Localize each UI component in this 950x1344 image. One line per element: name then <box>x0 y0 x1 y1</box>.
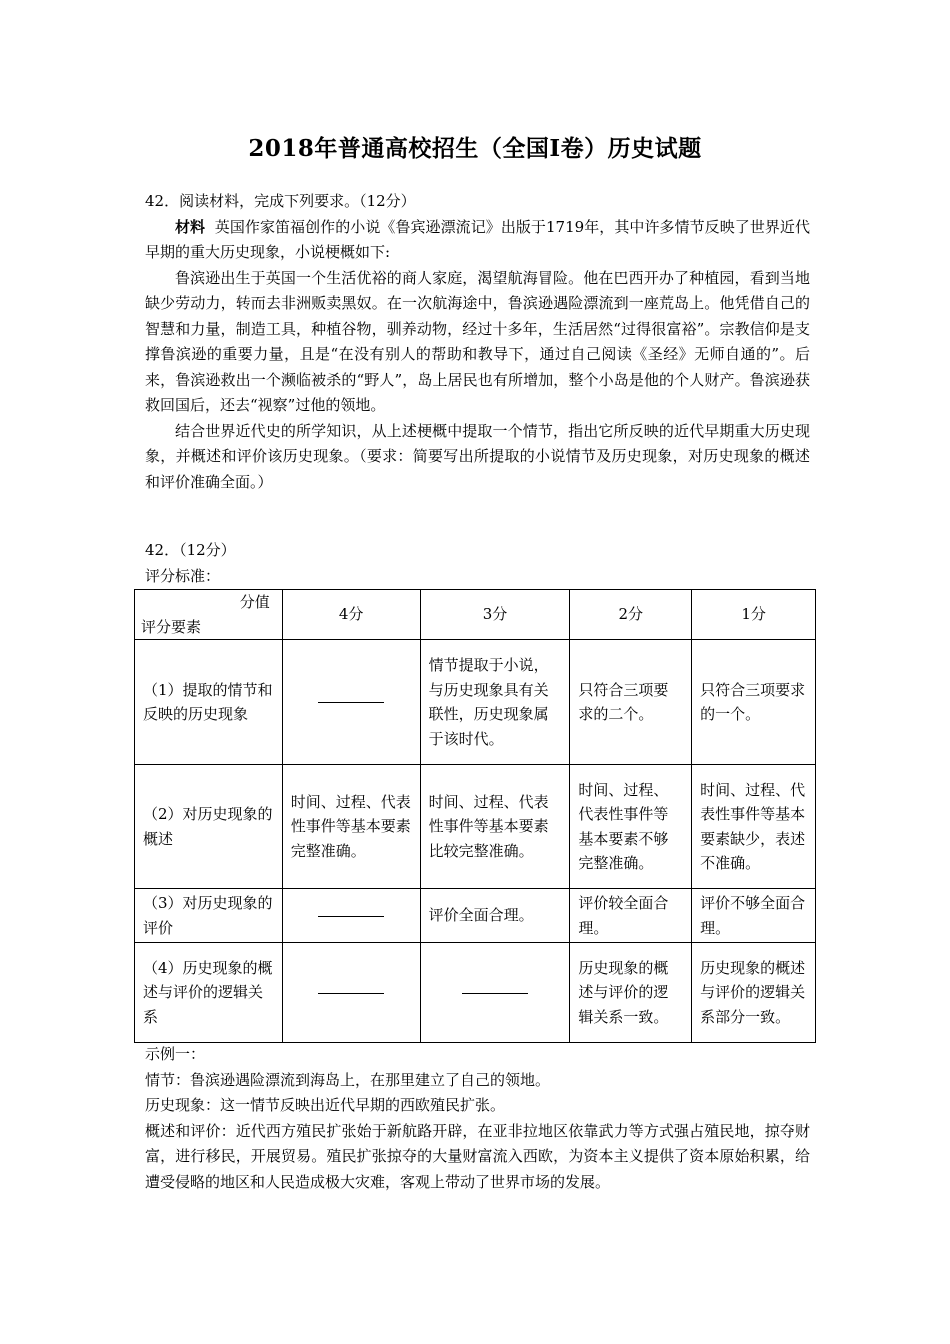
row-cell-1: 时间、过程、代表性事件等基本要素缺少，表述不准确。 <box>692 765 816 889</box>
row-cell-3: 评价全面合理。 <box>420 889 570 943</box>
row-cell-2: 历史现象的概述与评价的逻辑关系一致。 <box>570 943 692 1043</box>
table-corner-cell <box>135 590 283 640</box>
question-header: 42．阅读材料，完成下列要求。（12分） <box>145 192 416 210</box>
row-cell-1: 历史现象的概述与评价的逻辑关系部分一致。 <box>692 943 816 1043</box>
task-paragraph: 结合世界近代史的所学知识，从上述梗概中提取一个情节，指出它所反映的近代早期重大历史现象，并概述和评价该历史现象。（要求：简要写出所提取的小说情节及历史现象，对历史现象的概述和评价准确全面。） <box>145 421 810 491</box>
row-element: （1）提取的情节和反映的历史现象 <box>135 640 283 765</box>
example-section <box>145 1042 810 1195</box>
row-cell-2: 只符合三项要求的二个。 <box>570 640 692 765</box>
example-label: 示例一： <box>145 1045 206 1063</box>
corner-element-label: 评分要素 <box>141 617 202 636</box>
material-intro: 英国作家笛福创作的小说《鲁宾逊漂流记》出版于1719年，其中许多情节反映了世界近代早期的重大历史现象，小说梗概如下: <box>145 217 810 261</box>
corner-score-label: 分值 <box>239 593 270 611</box>
table-row <box>135 943 816 1043</box>
answer-header: 42．（12分） <box>145 541 236 559</box>
page-title: 2018年普通高校招生（全国Ⅰ卷）历史试题 <box>248 135 702 162</box>
empty-dash <box>318 916 384 917</box>
material-label: 材料 <box>175 217 206 236</box>
row-element: （4）历史现象的概述与评价的逻辑关系 <box>135 943 283 1043</box>
row-cell-2: 时间、过程、代表性事件等基本要素不够完整准确。 <box>570 765 692 889</box>
scoring-rubric-table <box>134 589 816 1043</box>
score-header-4: 4分 <box>282 590 420 640</box>
question-section <box>145 189 810 495</box>
row-cell-1: 评价不够全面合理。 <box>692 889 816 943</box>
example-evaluation: 概述和评价：近代西方殖民扩张始于新航路开辟，在亚非拉地区依靠武力等方式强占殖民地，掠夺财富，进行移民，开展贸易。殖民扩张掠夺的大量财富流入西欧，为资本主义提供了资本原始积累，给遭受侵略的地区和人民造成极大灾难，客观上带动了世界市场的发展。 <box>145 1121 810 1191</box>
criteria-label: 评分标准： <box>145 566 221 585</box>
answer-section <box>145 538 810 589</box>
row-cell-1: 只符合三项要求的一个。 <box>692 640 816 765</box>
empty-dash <box>318 993 384 994</box>
material-paragraph <box>145 215 810 266</box>
empty-dash <box>462 993 528 994</box>
empty-dash <box>318 702 384 703</box>
score-header-2: 2分 <box>570 590 692 640</box>
table-row <box>135 640 816 765</box>
row-cell-3 <box>420 943 570 1043</box>
row-cell-2: 评价较全面合理。 <box>570 889 692 943</box>
row-cell-4 <box>282 889 420 943</box>
row-cell-4 <box>282 943 420 1043</box>
example-plot: 情节：鲁滨逊遇险漂流到海岛上，在那里建立了自己的领地。 <box>145 1070 551 1089</box>
row-cell-3: 情节提取于小说，与历史现象具有关联性，历史现象属于该时代。 <box>420 640 570 765</box>
example-phenomenon: 历史现象：这一情节反映出近代早期的西欧殖民扩张。 <box>145 1096 506 1114</box>
score-header-1: 1分 <box>692 590 816 640</box>
synopsis-paragraph: 鲁滨逊出生于英国一个生活优裕的商人家庭，渴望航海冒险。他在巴西开办了种植园，看到当地缺少劳动力，转而去非洲贩卖黑奴。在一次航海途中，鲁滨逊遇险漂流到一座荒岛上。他凭借自己的智慧和力量，制造工具，种植谷物，驯养动物，经过十多年，生活居然“过得很富裕”。宗教信仰是支撑鲁滨逊的重要力量，且是“在没有别人的帮助和教导下，通过自己阅读《圣经》无师自通的”。后来，鲁滨逊救出一个濒临被杀的“野人”，岛上居民也有所增加，整个小岛是他的个人财产。鲁滨逊获救回国后，还去“视察”过他的领地。 <box>145 268 810 414</box>
table-header-row <box>135 590 816 640</box>
score-header-3: 3分 <box>420 590 570 640</box>
row-element: （2）对历史现象的概述 <box>135 765 283 889</box>
table-row <box>135 889 816 943</box>
row-cell-4 <box>282 640 420 765</box>
table-row <box>135 765 816 889</box>
row-element: （3）对历史现象的评价 <box>135 889 283 943</box>
row-cell-3: 时间、过程、代表性事件等基本要素比较完整准确。 <box>420 765 570 889</box>
row-cell-4: 时间、过程、代表性事件等基本要素完整准确。 <box>282 765 420 889</box>
